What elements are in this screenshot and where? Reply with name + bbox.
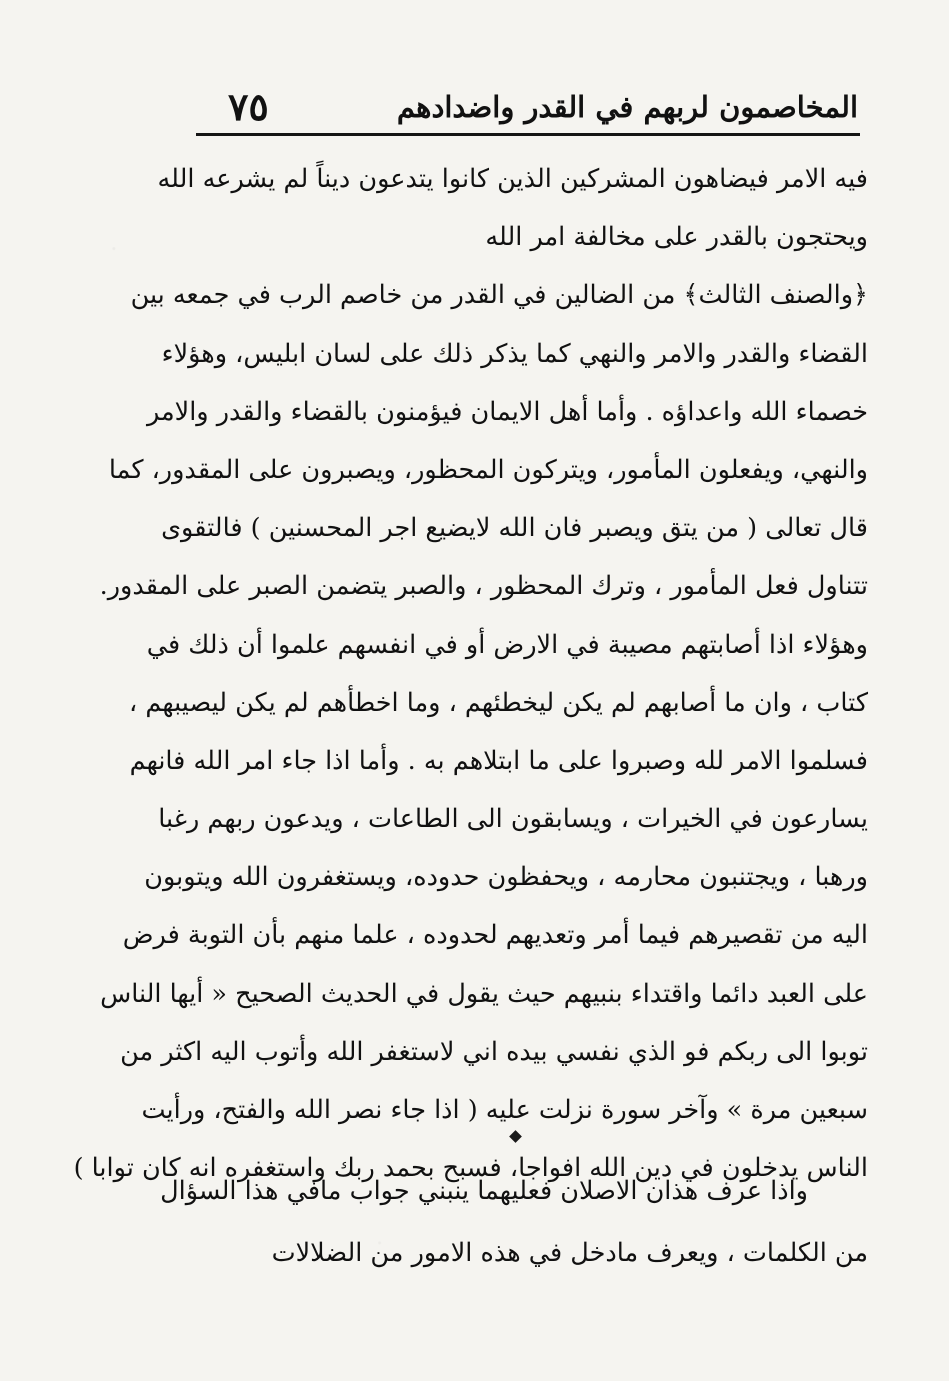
text-line-8: تتناول فعل المأمور ، وترك المحظور ، والصبر يتضمن الصبر على المقدور. — [99, 571, 868, 602]
text-line-7: قال تعالى ( من يتق ويصبر فان الله لايضيع اجر المحسنين ) فالتقوى — [161, 513, 868, 544]
text-line-9: وهؤلاء اذا أصابتهم مصيبة في الارض أو في انفسهم علموا أن ذلك في — [146, 629, 868, 660]
main-paragraph — [73, 150, 868, 1197]
text-line-17: سبعين مرة » وآخر سورة نزلت عليه ( اذا جاء نصر الله والفتح، ورأيت — [141, 1095, 868, 1125]
text-line-11: فسلموا الامر لله وصبروا على ما ابتلاهم به . وأما اذا جاء امر الله فانهم — [129, 745, 868, 776]
text-line-10: كتاب ، وان ما أصابهم لم يكن ليخطئهم ، وما اخطأهم لم يكن ليصيبهم ، — [129, 687, 868, 718]
text-line-3: ﴿والصنف الثالث﴾ من الضالين في القدر من خاصم الرب في جمعه بين — [130, 280, 868, 311]
text-line-5: خصماء الله واعداؤه . وأما أهل الايمان فيؤمنون بالقضاء والقدر والامر — [146, 396, 868, 427]
text-line-12: يسارعون في الخيرات ، ويسابقون الى الطاعات ، ويدعون ربهم رغبا — [158, 804, 868, 835]
closing-paragraph — [160, 1160, 868, 1284]
running-title: المخاصمون لربهم في القدر واضدادهم — [396, 90, 858, 124]
page-header — [200, 84, 858, 134]
text-line-15: على العبد دائما واقتداء بنبيهم حيث يقول في الحديث الصحيح « أيها الناس — [100, 978, 868, 1009]
text-line-2: ويحتجون بالقدر على مخالفة امر الله — [485, 222, 868, 253]
text-line-16: توبوا الى ربكم فو الذي نفسي بيده اني لاستغفر الله وأتوب اليه اكثر من — [120, 1036, 868, 1067]
text-line-6: والنهي، ويفعلون المأمور، ويتركون المحظور، ويصبرون على المقدور، كما — [108, 454, 868, 485]
text-line-18: الناس يدخلون في دين الله افواجا، فسبح بحمد ربك واستغفره انه كان توابا ) — [73, 1153, 868, 1184]
header-rule — [196, 133, 860, 136]
closing-line-1: واذا عرف هذان الاصلان فعليهما ينبني جواب مافي هذا السؤال — [160, 1176, 808, 1206]
text-line-4: القضاء والقدر والامر والنهي كما يذكر ذلك على لسان ابليس، وهؤلاء — [161, 338, 868, 369]
text-line-14: اليه من تقصيرهم فيما أمر وتعديهم لحدوده ، علما منهم بأن التوبة فرض — [122, 920, 868, 951]
text-line-1: فيه الامر فيضاهون المشركين الذين كانوا يتدعون ديناً لم يشرعه الله — [157, 164, 868, 194]
closing-line-2: من الكلمات ، ويعرف مادخل في هذه الامور من الضلالات — [271, 1238, 868, 1268]
text-line-13: ورهبا ، ويجتنبون محارمه ، ويحفظون حدوده، ويستغفرون الله ويتوبون — [144, 862, 868, 893]
page-number: ٧٥ — [228, 84, 269, 129]
